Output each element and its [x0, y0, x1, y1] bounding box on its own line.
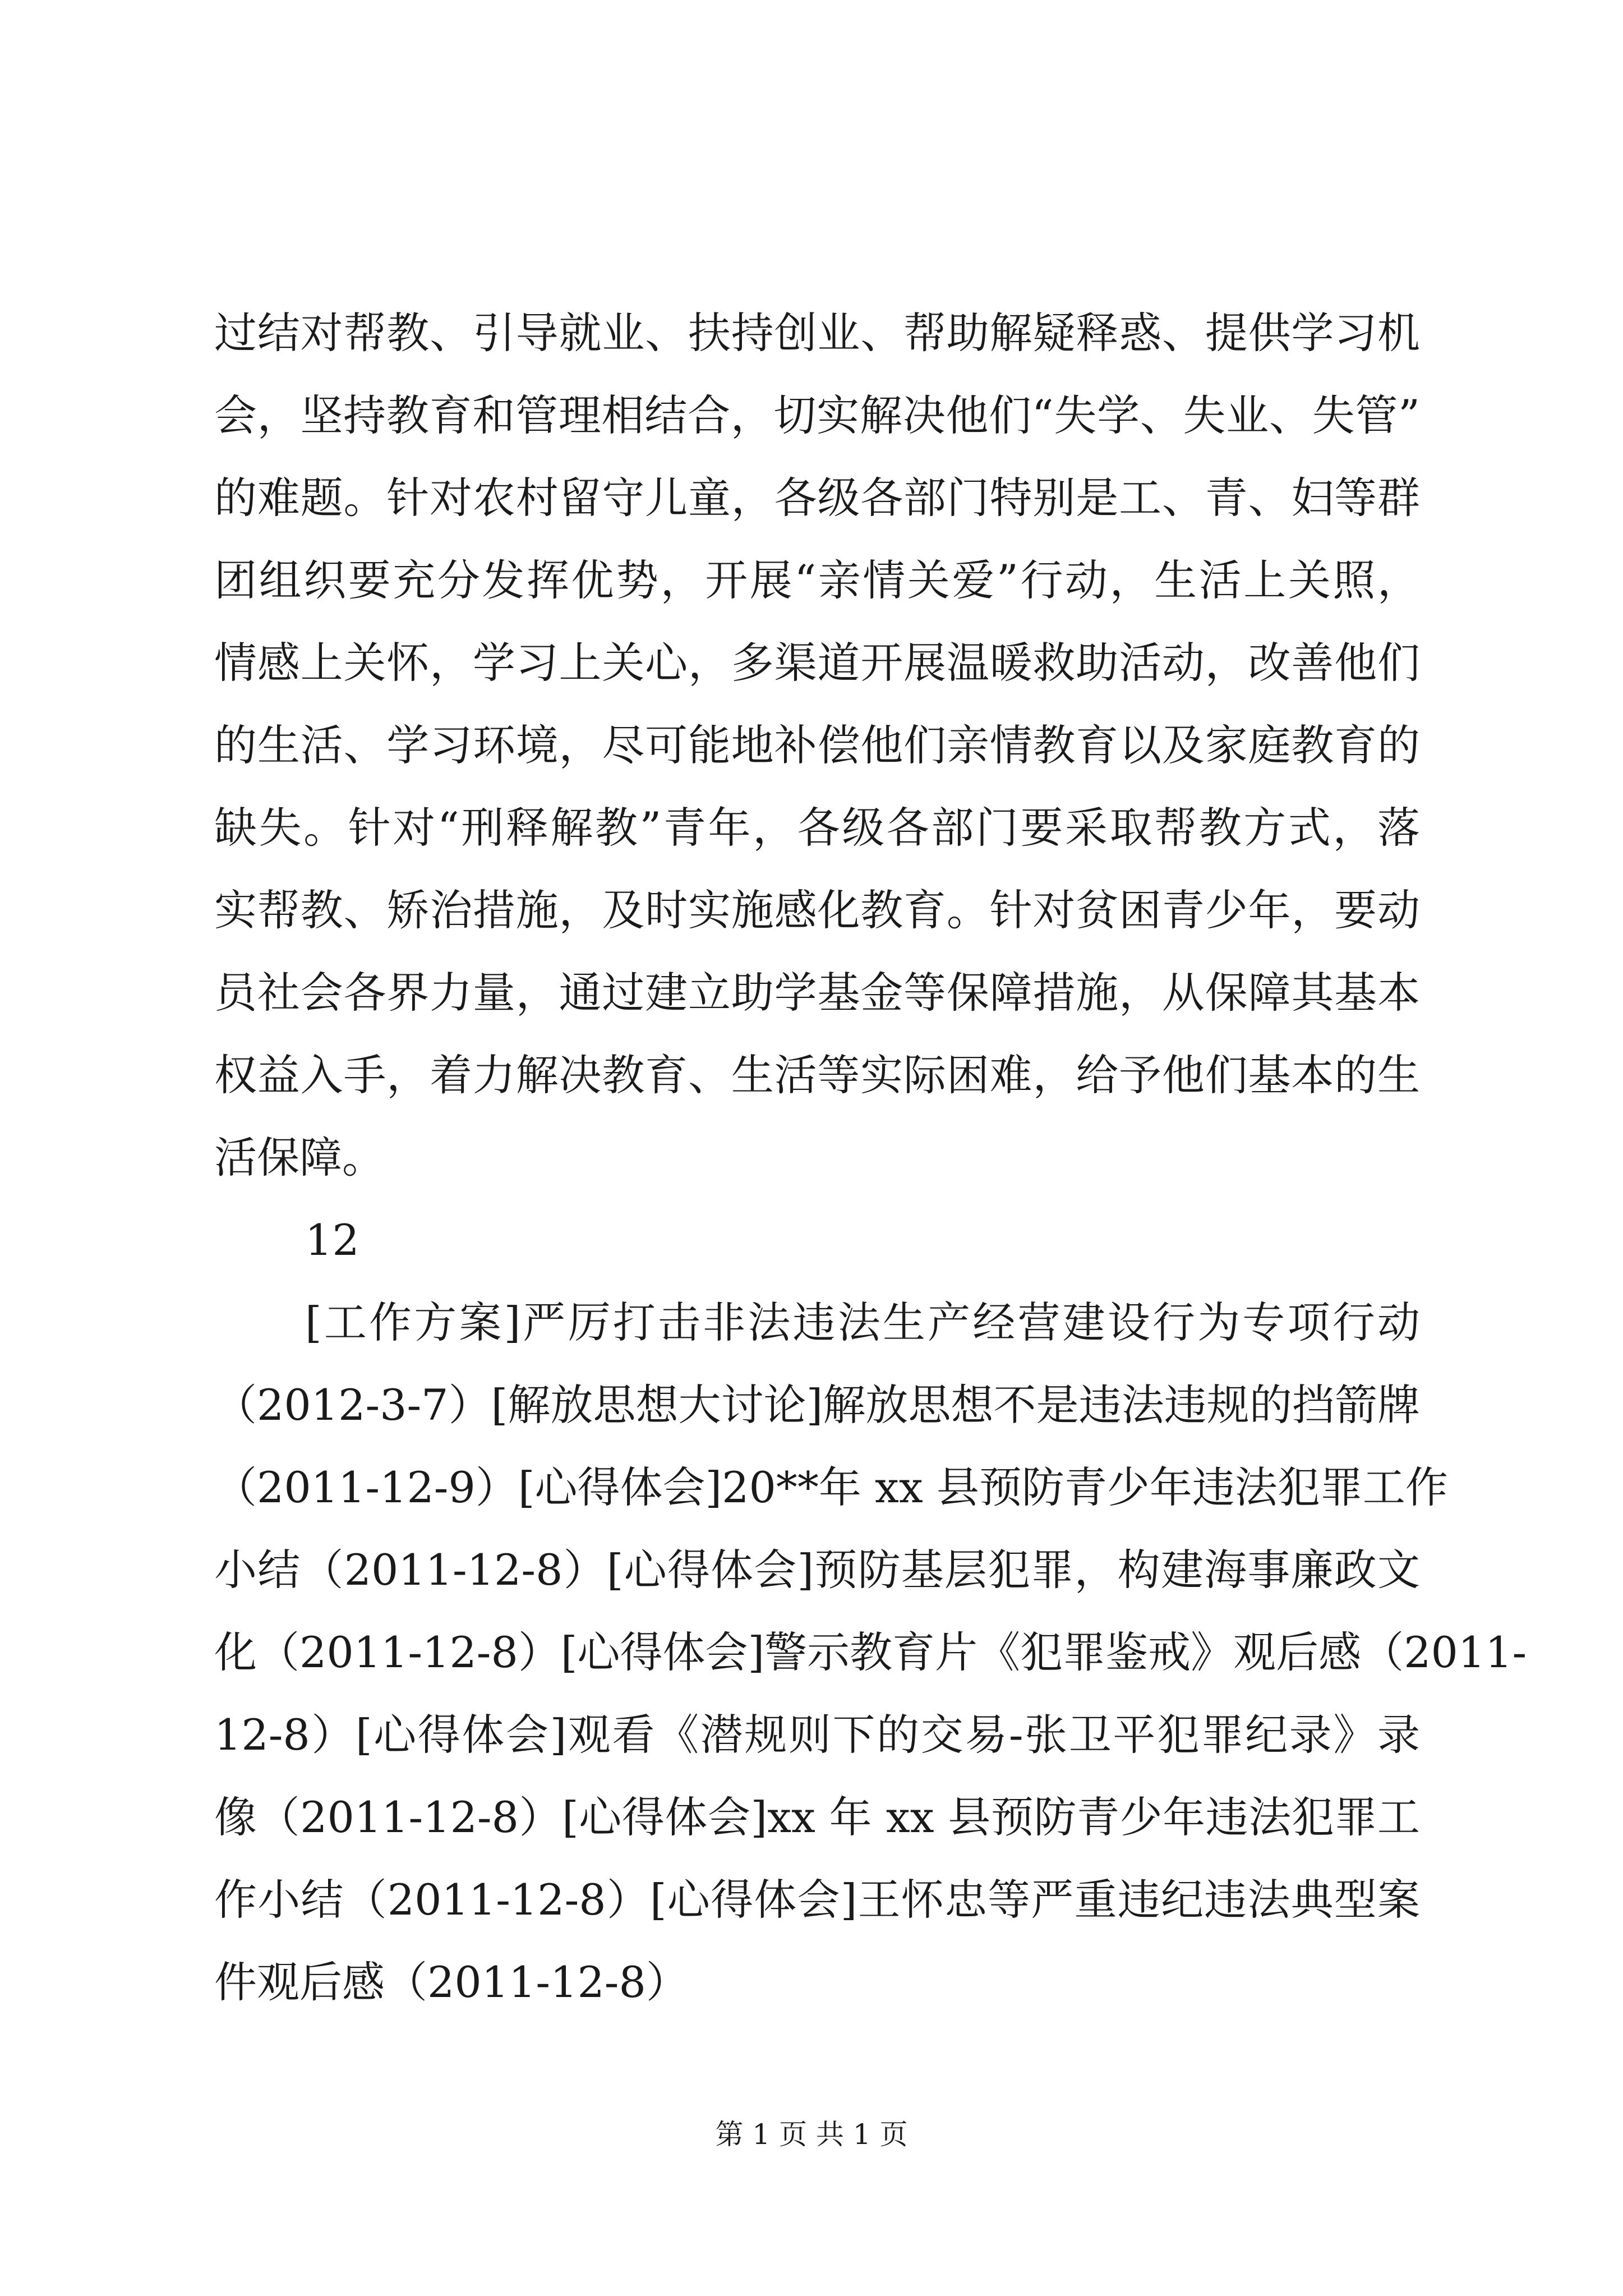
paragraph-line: 的难题。针对农村留守儿童，各级各部门特别是工、青、妇等群: [214, 473, 1420, 523]
paragraph-line: 作小结（2011-12-8）[心得体会]王怀忠等严重违纪违法典型案: [214, 1875, 1420, 1925]
paragraph-line: 12-8）[心得体会]观看《潜规则下的交易-张卫平犯罪纪录》录: [214, 1710, 1420, 1760]
paragraph-line: （2011-12-9）[心得体会]20**年 xx 县预防青少年违法犯罪工作: [214, 1462, 1448, 1512]
paragraph-line: 活保障。: [214, 1133, 385, 1182]
paragraph-line: （2012-3-7）[解放思想大讨论]解放思想不是违法违规的挡箭牌: [214, 1380, 1420, 1430]
paragraph-line: 件观后感（2011-12-8）: [214, 1957, 689, 2007]
paragraph-line: 化（2011-12-8）[心得体会]警示教育片《犯罪鉴戒》观后感（2011-: [214, 1627, 1527, 1677]
section-number: 12: [305, 1215, 359, 1265]
paragraph-line: 缺失。针对“刑释解教”青年，各级各部门要采取帮教方式，落: [214, 803, 1420, 853]
paragraph-line: 小结（2011-12-8）[心得体会]预防基层犯罪，构建海事廉政文: [214, 1545, 1420, 1595]
paragraph-line: 的生活、学习环境，尽可能地补偿他们亲情教育以及家庭教育的: [214, 720, 1420, 770]
page-footer: 第 1 页 共 1 页: [715, 2118, 908, 2151]
document-body: [214, 292, 1527, 2023]
paragraph-line: 实帮教、矫治措施，及时实施感化教育。针对贫困青少年，要动: [214, 885, 1420, 935]
paragraph-line: 权益入手，着力解决教育、生活等实际困难，给予他们基本的生: [214, 1050, 1420, 1100]
paragraph-line: 团组织要充分发挥优势，开展“亲情关爱”行动，生活上关照，: [214, 555, 1420, 605]
paragraph-line: 会，坚持教育和管理相结合，切实解决他们“失学、失业、失管”: [214, 390, 1420, 440]
paragraph-line: [工作方案]严厉打击非法违法生产经营建设行为专项行动: [305, 1297, 1420, 1347]
paragraph-line: 情感上关怀，学习上关心，多渠道开展温暖救助活动，改善他们: [214, 638, 1420, 688]
paragraph-line: 过结对帮教、引导就业、扶持创业、帮助解疑释惑、提供学习机: [214, 308, 1420, 358]
paragraph-line: 员社会各界力量，通过建立助学基金等保障措施，从保障其基本: [214, 968, 1420, 1018]
paragraph-line: 像（2011-12-8）[心得体会]xx 年 xx 县预防青少年违法犯罪工: [214, 1792, 1420, 1842]
